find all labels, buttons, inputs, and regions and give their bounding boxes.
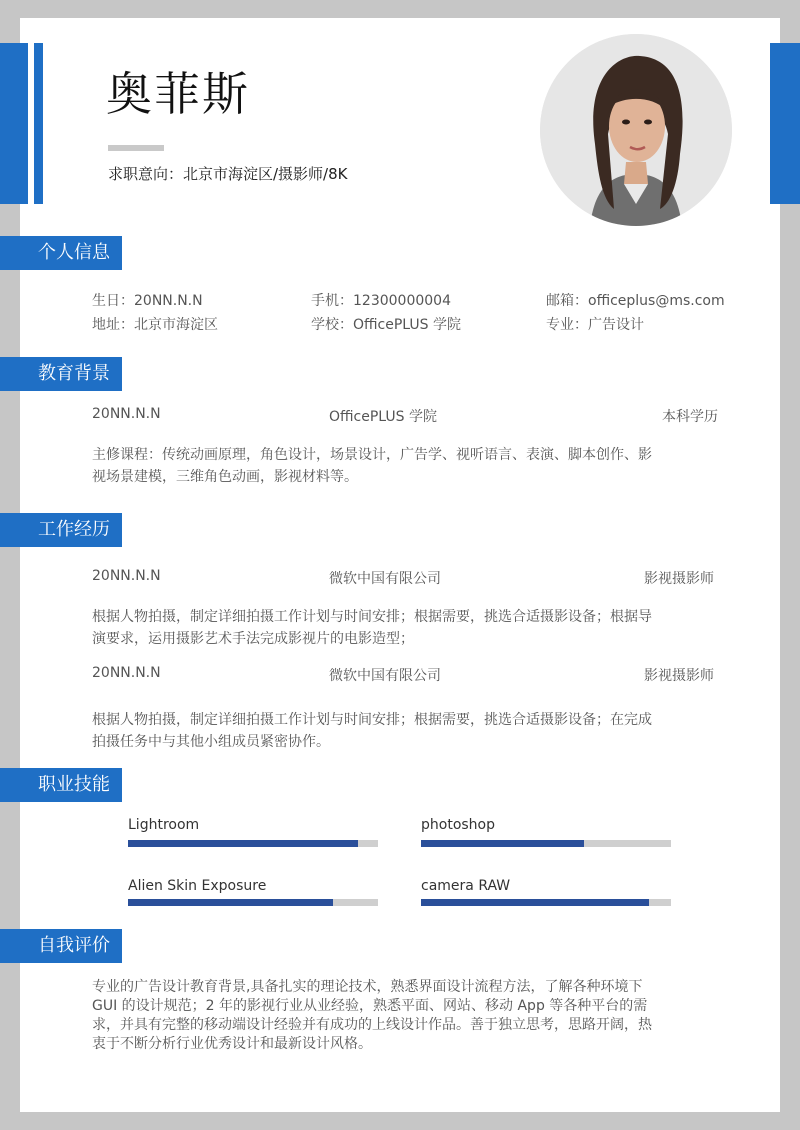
education-degree: 本科学历	[662, 409, 718, 425]
left-accent-bar-wide	[0, 43, 28, 204]
skill-4-track	[421, 899, 671, 906]
personal-major: 专业：广告设计	[546, 317, 644, 333]
skill-2-track	[421, 840, 671, 847]
skill-1-track	[128, 840, 378, 847]
education-date: 20NN.N.N	[92, 406, 161, 422]
work-2-date: 20NN.N.N	[92, 665, 161, 681]
section-title-self-eval: 自我评价	[0, 929, 122, 963]
self-eval-line4: 衷于不断分析行业优秀设计和最新设计风格。	[92, 1036, 372, 1052]
personal-birth: 生日：20NN.N.N	[92, 293, 203, 309]
work-1-desc-line1: 根据人物拍摄，制定详细拍摄工作计划与时间安排；根据需要，挑选合适摄影设备；根据导	[92, 609, 652, 625]
skill-2-name: photoshop	[421, 817, 495, 833]
profile-photo	[540, 34, 732, 226]
skill-3-track	[128, 899, 378, 906]
section-title-education: 教育背景	[0, 357, 122, 391]
personal-phone: 手机：12300000004	[311, 293, 451, 309]
work-1-company: 微软中国有限公司	[329, 571, 441, 587]
skill-1-fill	[128, 840, 358, 847]
left-accent-bar-thin	[34, 43, 43, 204]
section-title-personal: 个人信息	[0, 236, 122, 270]
self-eval-line1: 专业的广告设计教育背景,具备扎实的理论技术，熟悉界面设计流程方法，了解各种环境下	[92, 979, 643, 995]
education-courses-line2: 视场景建模，三维角色动画，影视材料等。	[92, 469, 358, 485]
section-title-work: 工作经历	[0, 513, 122, 547]
portrait-image	[540, 34, 732, 226]
job-intent: 求职意向：北京市海淀区/摄影师/8K	[108, 165, 348, 183]
section-title-skills: 职业技能	[0, 768, 122, 802]
education-school: OfficePLUS 学院	[329, 409, 437, 425]
work-2-desc-line2: 拍摄任务中与其他小组成员紧密协作。	[92, 734, 330, 750]
skill-4-name: camera RAW	[421, 878, 511, 894]
work-2-company: 微软中国有限公司	[329, 668, 441, 684]
right-accent-bar	[770, 43, 800, 204]
skill-3-fill	[128, 899, 333, 906]
work-1-desc-line2: 演要求，运用摄影艺术手法完成影视片的电影造型；	[92, 631, 414, 647]
skill-1-name: Lightroom	[128, 817, 200, 833]
work-2-desc-line1: 根据人物拍摄，制定详细拍摄工作计划与时间安排；根据需要，挑选合适摄影设备；在完成	[92, 712, 652, 728]
education-courses-line1: 主修课程：传统动画原理，角色设计，场景设计，广告学、视听语言、表演、脚本创作、影	[92, 447, 652, 463]
work-1-date: 20NN.N.N	[92, 568, 161, 584]
work-1-role: 影视摄影师	[644, 571, 714, 587]
self-eval-line2: GUI 的设计规范；2 年的影视行业从业经验，熟悉平面、网站、移动 App 等各种平台的需	[92, 998, 648, 1014]
skill-4-fill	[421, 899, 649, 906]
personal-email: 邮箱：officeplus@ms.com	[546, 293, 725, 309]
work-2-role: 影视摄影师	[644, 668, 714, 684]
skill-3-name: Alien Skin Exposure	[128, 878, 267, 894]
self-eval-line3: 求，并具有完整的移动端设计经验并有成功的上线设计作品。善于独立思考，思路开阔，热	[92, 1017, 652, 1033]
personal-school: 学校：OfficePLUS 学院	[311, 317, 461, 333]
name-underline	[108, 145, 164, 151]
personal-address: 地址：北京市海淀区	[92, 317, 218, 333]
skill-2-fill	[421, 840, 584, 847]
candidate-name: 奥菲斯	[106, 67, 250, 121]
